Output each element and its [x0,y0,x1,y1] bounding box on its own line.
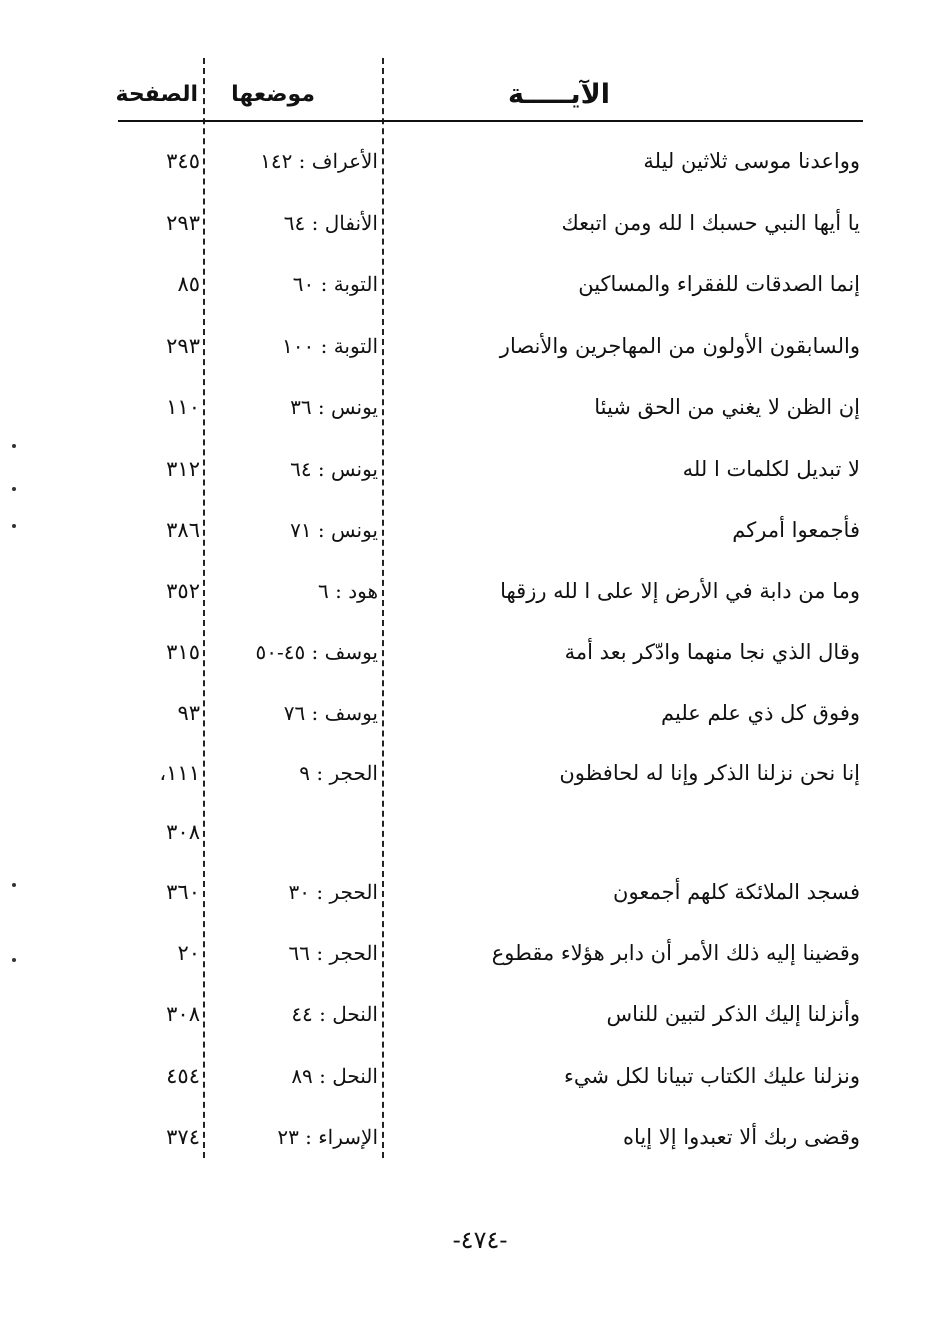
header-page: الصفحة [115,81,198,107]
verse-location: الحجر : ٦٦ [288,941,378,965]
verse-text: فأجمعوا أمركم [732,518,860,542]
verse-text: يا أيها النبي حسبك ا لله ومن اتبعك [561,211,860,235]
table-row [0,994,938,1034]
verse-location: التوبة : ٦٠ [292,272,378,296]
verse-location: الأعراف : ١٤٢ [260,149,378,173]
verse-text: وواعدنا موسى ثلاثين ليلة [643,149,860,173]
page-reference: ١١١، [159,761,200,785]
verse-location: يوسف : ٧٦ [283,701,378,725]
verse-location: يوسف : ٤٥-٥٠ [255,640,378,664]
table-row [0,812,938,852]
table-row [0,693,938,733]
page-reference: ٣٠٨ [166,820,200,844]
page-reference: ٣٥٢ [166,579,200,603]
scan-speck [12,524,16,528]
verse-text: والسابقون الأولون من المهاجرين والأنصار [499,334,860,358]
page-reference: ٣١٢ [166,457,200,481]
table-row [0,510,938,550]
page-reference: ٣٨٦ [166,518,200,542]
verse-location: هود : ٦ [318,579,378,603]
table-row [0,571,938,611]
verse-text: وقال الذي نجا منهما وادّكر بعد أمة [564,640,860,664]
header-verse: الآيـــــة [507,78,610,110]
verse-text [390,812,860,852]
table-row [0,933,938,973]
table-row [0,872,938,912]
scan-speck [12,444,16,448]
scan-speck [12,883,16,887]
page-reference: ٢٠ [177,941,200,965]
page-reference: ٣٧٤ [166,1125,200,1149]
table-row [0,1117,938,1157]
verse-text: وأنزلنا إليك الذكر لتبين للناس [606,1002,860,1026]
header-rule [118,120,863,122]
table-row [0,387,938,427]
verse-location: يونس : ٦٤ [290,457,378,481]
verse-location: النحل : ٨٩ [291,1064,378,1088]
verse-location: الإسراء : ٢٣ [277,1125,378,1149]
verse-text: وقضينا إليه ذلك الأمر أن دابر هؤلاء مقطوع [491,941,860,965]
page-reference: ٣٠٨ [166,1002,200,1026]
verse-text: لا تبديل لكلمات ا لله [682,457,860,481]
table-row [0,326,938,366]
table-row [0,141,938,181]
verse-location: يونس : ٣٦ [290,395,378,419]
header-location: موضعها [231,81,315,107]
page-reference: ٢٩٣ [166,211,200,235]
page-reference: ٣٦٠ [166,880,200,904]
scan-speck [12,487,16,491]
table-row [0,203,938,243]
verse-text: إن الظن لا يغني من الحق شيئا [594,395,860,419]
verse-text: فسجد الملائكة كلهم أجمعون [613,880,860,904]
verse-text: ونزلنا عليك الكتاب تبيانا لكل شيء [564,1064,860,1088]
page-number: -٤٧٤- [452,1226,508,1254]
table-row [0,753,938,793]
page-reference: ٣٤٥ [166,149,200,173]
page-reference: ١١٠ [166,395,200,419]
table-row [0,1056,938,1096]
verse-location: النحل : ٤٤ [291,1002,378,1026]
verse-text: وفوق كل ذي علم عليم [661,701,860,725]
page-reference: ٣١٥ [166,640,200,664]
verse-location: التوبة : ١٠٠ [282,334,378,358]
verse-text: وقضى ربك ألا تعبدوا إلا إياه [623,1125,860,1149]
table-row [0,264,938,304]
verse-text: إنما الصدقات للفقراء والمساكين [578,272,860,296]
page-reference: ٢٩٣ [166,334,200,358]
verse-location: يونس : ٧١ [290,518,378,542]
verse-location: الأنفال : ٦٤ [283,211,378,235]
verse-location: الحجر : ٩ [299,761,378,785]
table-row [0,449,938,489]
page-reference: ٤٥٤ [166,1064,200,1088]
page-reference: ٨٥ [177,272,200,296]
table-row [0,632,938,672]
page-reference: ٩٣ [177,701,200,725]
verse-text: وما من دابة في الأرض إلا على ا لله رزقها [500,579,860,603]
verse-text: إنا نحن نزلنا الذكر وإنا له لحافظون [559,761,860,785]
verse-location: الحجر : ٣٠ [288,880,378,904]
scan-speck [12,958,16,962]
verse-location [210,812,378,852]
